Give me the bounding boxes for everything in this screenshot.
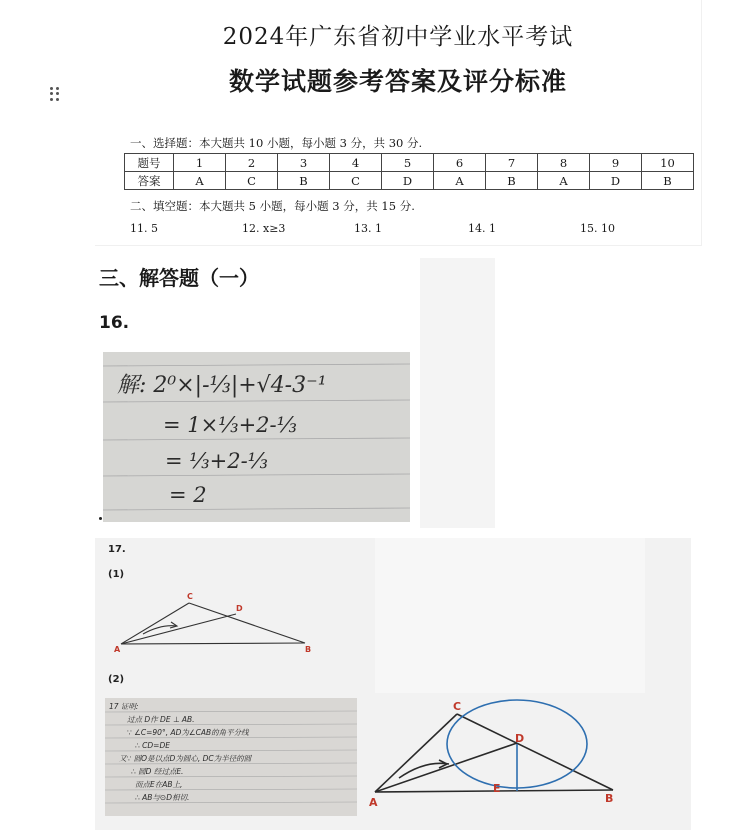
vertex-label-d: D [515, 732, 525, 745]
fill-answer: 14. 1 [468, 222, 496, 235]
vertex-label-b: B [605, 792, 614, 805]
part-1-label: (1) [108, 569, 125, 580]
table-cell: 4 [330, 154, 382, 172]
table-row [125, 154, 694, 172]
proof-line: 而点E在AB上, [135, 780, 183, 789]
table-cell: C [330, 172, 382, 190]
section-fill-heading: 二、填空题：本大题共 5 小题，每小题 3 分，共 15 分. [130, 199, 415, 213]
scan-shade [375, 538, 645, 693]
answer-table [124, 153, 694, 190]
q16-handwriting-svg [103, 352, 410, 522]
table-cell: 3 [278, 154, 330, 172]
q16-handwriting-photo [103, 352, 410, 522]
handwriting-line: = 2 [169, 483, 207, 507]
fill-answer: 13. 1 [354, 222, 382, 235]
table-cell: 7 [486, 154, 538, 172]
bullet-dot [99, 517, 102, 520]
table-cell: 8 [538, 154, 590, 172]
vertex-label-b: B [305, 645, 312, 654]
table-cell: 6 [434, 154, 486, 172]
table-row [125, 172, 694, 190]
figure-2-circle-triangle [365, 698, 635, 813]
handwriting-line: 解: 2⁰×|-⅓|+√4-3⁻¹ [117, 373, 327, 398]
fill-answer: 15. 10 [580, 222, 615, 235]
figure-1-triangle [105, 586, 315, 656]
proof-line: 17 证明: [109, 702, 139, 711]
table-cell: 10 [642, 154, 694, 172]
fill-answer: 12. x≥3 [242, 222, 286, 235]
table-cell: B [486, 172, 538, 190]
vertex-label-c: C [453, 700, 462, 713]
proof-line: 过点 D作 DE ⊥ AB. [127, 715, 195, 724]
vertex-label-a: A [114, 645, 121, 654]
question-17-number: 17. [108, 544, 126, 555]
table-cell: B [642, 172, 694, 190]
sheet-title: 2024年广东省初中学业水平考试 [222, 24, 574, 50]
faded-image-strip [420, 258, 495, 528]
table-cell: A [434, 172, 486, 190]
row-label: 题号 [125, 154, 174, 172]
table-cell: 1 [174, 154, 226, 172]
table-cell: D [590, 172, 642, 190]
proof-line: ∴ CD=DE [135, 741, 170, 750]
table-cell: A [174, 172, 226, 190]
vertex-label-e: E [493, 782, 501, 795]
vertex-label-d: D [236, 604, 243, 613]
drag-handle-icon[interactable] [50, 87, 60, 101]
proof-line: ∴ AB与⊙D相切. [135, 793, 190, 802]
sheet-subtitle: 数学试题参考答案及评分标准 [228, 67, 567, 96]
vertex-label-a: A [369, 796, 378, 809]
question-16-number: 16. [99, 313, 130, 333]
fill-answer: 11. 5 [130, 222, 158, 235]
table-cell: 5 [382, 154, 434, 172]
table-cell: C [226, 172, 278, 190]
fill-answers [130, 222, 670, 238]
table-cell: A [538, 172, 590, 190]
answer-key-image [95, 0, 702, 246]
vertex-label-c: C [187, 592, 193, 601]
q17-proof-svg [105, 698, 357, 816]
table-cell: 9 [590, 154, 642, 172]
table-cell: D [382, 172, 434, 190]
handwriting-line: = 1×⅓+2-⅓ [163, 413, 297, 437]
proof-line: ∴ 圆D 经过点E. [131, 767, 184, 776]
table-cell: 2 [226, 154, 278, 172]
proof-line: ∵ ∠C=90°, AD为∠CAB的角平分线 [127, 728, 249, 737]
section-heading: 三、解答题（一） [99, 266, 259, 290]
proof-line: 又∵ 圆O是以点D为圆心, DC为半径的圆 [119, 754, 252, 763]
row-label: 答案 [125, 172, 174, 190]
part-2-label: (2) [108, 674, 125, 685]
handwriting-line: = ⅓+2-⅓ [165, 449, 269, 473]
section-choice-heading: 一、选择题：本大题共 10 小题，每小题 3 分，共 30 分. [130, 136, 423, 150]
table-cell: B [278, 172, 330, 190]
q17-proof-photo [105, 698, 357, 816]
